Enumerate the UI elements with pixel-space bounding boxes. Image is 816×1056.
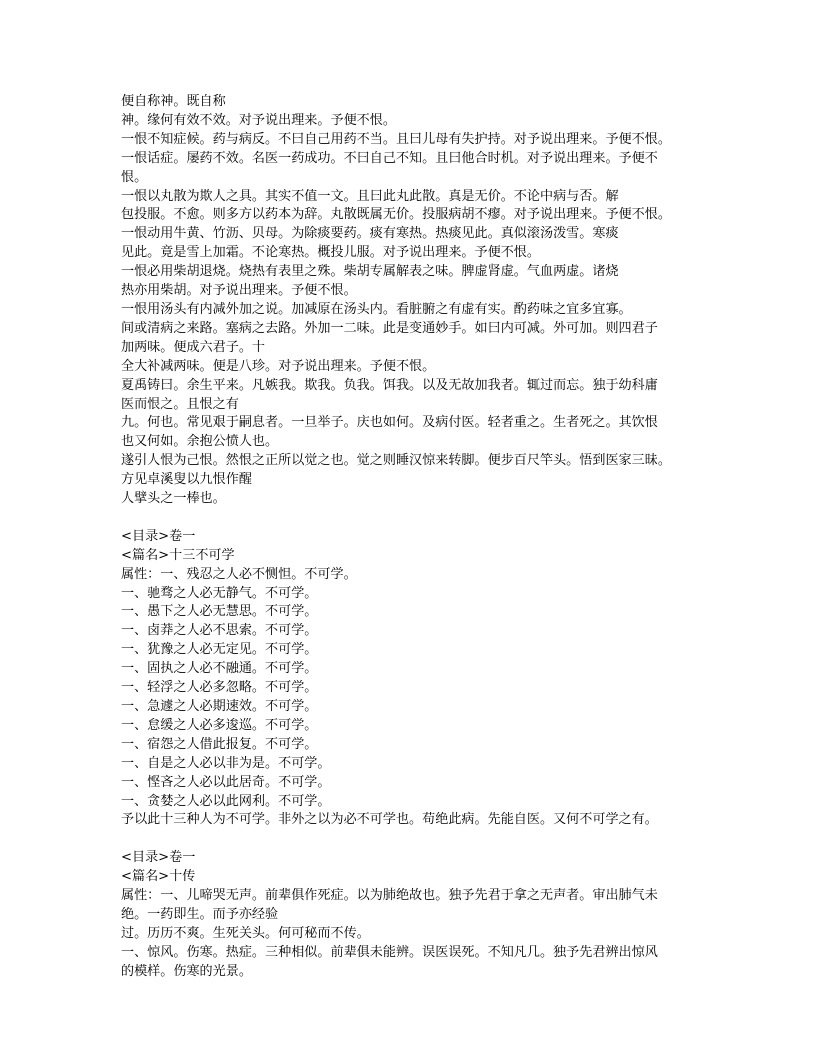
text-line: 一恨必用柴胡退烧。烧热有表里之殊。柴胡专属解表之味。脾虚肾虚。气血两虚。诸烧 xyxy=(121,264,619,280)
section-gap xyxy=(121,830,701,849)
text-line: 一、卤莽之人必不思索。不可学。 xyxy=(121,623,318,639)
text-line: 一恨用汤头有内减外加之说。加减原在汤头内。看脏腑之有虚有实。酌药味之宜多宜寡。 xyxy=(121,301,632,317)
text-line: 一、愚下之人必无慧思。不可学。 xyxy=(121,604,318,620)
chapter-title: <篇名>十传 xyxy=(121,869,196,885)
text-line: 的模样。伤寒的光景。 xyxy=(121,963,252,979)
text-line: 一、自是之人必以非为是。不可学。 xyxy=(121,755,331,771)
section-nine-regrets xyxy=(121,93,701,509)
text-line: 属性：一、儿啼哭无声。前辈俱作死症。以为肺绝故也。独予先君于拿之无声者。审出肺气未 xyxy=(121,888,658,904)
text-line: 也又何如。余抱公愤人也。 xyxy=(121,434,279,450)
text-line: 人擘头之一棒也。 xyxy=(121,491,226,507)
text-line: 过。历历不爽。生死关头。何可秘而不传。 xyxy=(121,925,370,941)
text-line: 一、悭吝之人必以此居奇。不可学。 xyxy=(121,774,331,790)
text-line: 见此。竟是雪上加霜。不论寒热。概投儿服。对予说出理来。予便不恨。 xyxy=(121,245,540,261)
text-line: 一、犹豫之人必无定见。不可学。 xyxy=(121,642,318,658)
text-line: 一恨以丸散为欺人之具。其实不值一文。且曰此丸此散。真是无价。不论中病与否。解 xyxy=(121,188,619,204)
text-line: 包投服。不愈。则多方以药本为辞。丸散既属无价。投服病胡不瘳。对予说出理来。予便不恨。 xyxy=(121,207,671,223)
text-line: 一、怠缓之人必多逡巡。不可学。 xyxy=(121,717,318,733)
text-line: 加两味。便成六君子。十 xyxy=(121,339,266,355)
text-line: 一恨动用牛黄、竹沥、贝母。为除痰要药。痰有寒热。热痰见此。真似滚汤泼雪。寒痰 xyxy=(121,226,619,242)
text-line: 属性：一、残忍之人必不恻怛。不可学。 xyxy=(121,566,357,582)
text-line: 夏禹铸曰。余生平来。凡嫉我。欺我。负我。饵我。以及无故加我者。辄过而忘。独于幼科庸 xyxy=(121,377,658,393)
catalog-heading: <目录>卷一 xyxy=(121,850,196,866)
chapter-title: <篇名>十三不可学 xyxy=(121,547,235,563)
text-line: 神。缘何有效不效。对予说出理来。予便不恨。 xyxy=(121,112,396,128)
text-line: 热亦用柴胡。对予说出理来。予便不恨。 xyxy=(121,283,357,299)
text-line: 绝。一药即生。而予亦经验 xyxy=(121,906,279,922)
section-ten-transmissions xyxy=(121,849,701,981)
text-line: 恨。 xyxy=(121,169,148,185)
text-line: 一恨不知症候。药与病反。不曰自己用药不当。且曰儿母有失护持。对予说出理来。予便不恨。 xyxy=(121,131,671,147)
text-line: 一、驰骛之人必无静气。不可学。 xyxy=(121,585,318,601)
text-line: 九。何也。常见艰于嗣息者。一旦举子。庆也如何。及病付医。轻者重之。生者死之。其饮恨 xyxy=(121,415,658,431)
text-line: 一、惊风。伤寒。热症。三种相似。前辈俱未能辨。误医误死。不知凡几。独予先君辨出惊风 xyxy=(121,944,658,960)
text-line: 一、宿怨之人借此报复。不可学。 xyxy=(121,736,318,752)
section-thirteen-not-learn xyxy=(121,528,701,831)
text-line: 医而恨之。且恨之有 xyxy=(121,396,239,412)
text-line: 一、轻浮之人必多忽略。不可学。 xyxy=(121,680,318,696)
text-line: 一、贪婪之人必以此网利。不可学。 xyxy=(121,793,331,809)
text-line: 一、固执之人必不融通。不可学。 xyxy=(121,661,318,677)
text-line: 间或清病之来路。塞病之去路。外加一二味。此是变通妙手。如曰内可减。外可加。则四君子 xyxy=(121,320,658,336)
text-line: 遂引人恨为己恨。然恨之正所以觉之也。觉之则睡汉惊来转脚。便步百尺竿头。悟到医家三昧。 xyxy=(121,453,671,469)
section-gap xyxy=(121,509,701,528)
text-line: 方见卓溪叟以九恨作醒 xyxy=(121,472,252,488)
text-line: 便自称神。既自称 xyxy=(121,94,226,109)
document-page xyxy=(121,93,701,982)
catalog-heading: <目录>卷一 xyxy=(121,528,196,544)
text-line: 一恨话症。屡药不效。名医一药成功。不曰自己不知。且曰他合时机。对予说出理来。予便不 xyxy=(121,150,658,166)
text-line: 予以此十三种人为不可学。非外之以为必不可学也。苟绝此病。先能自医。又何不可学之有。 xyxy=(121,812,658,828)
text-line: 一、急遽之人必期速效。不可学。 xyxy=(121,698,318,714)
text-line: 全大补减两味。便是八珍。对予说出理来。予便不恨。 xyxy=(121,358,436,374)
